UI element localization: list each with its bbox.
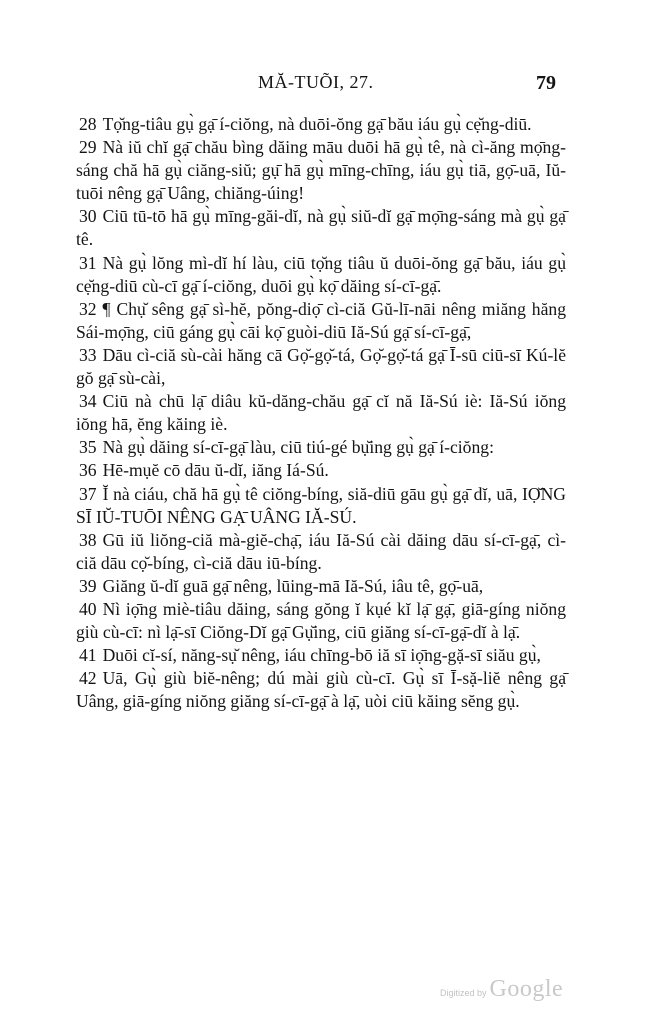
watermark-small-text: Digitized by bbox=[440, 988, 487, 998]
verse-number: 41 bbox=[79, 645, 97, 666]
verse bbox=[76, 205, 566, 251]
verse bbox=[76, 575, 566, 598]
verse-number: 33 bbox=[79, 344, 97, 365]
verse-number: 34 bbox=[79, 391, 97, 412]
verse-number: 40 bbox=[79, 598, 97, 619]
verse-text: Gū iŭ liŏng-ciă mà-giĕ-chạ̄, iáu Iă-Sú cài dăing dāu sí-cī-gạ̄, cì-ciă dāu cọ̆-bíng, cì-ciă dāu iū-bíng. bbox=[76, 529, 566, 573]
verse bbox=[76, 136, 566, 205]
verse bbox=[76, 667, 566, 713]
verse-list bbox=[76, 113, 566, 713]
digitized-by-google-watermark bbox=[440, 976, 563, 1006]
verse-number: 30 bbox=[79, 206, 97, 227]
verse-text: Hē-mụĕ cō dāu ŭ-dĭ, iăng Iá-Sú. bbox=[102, 460, 329, 481]
verse-text: Nà gụ̀ lŏng mì-dĭ hí làu, ciū tọ̆ng tiâu ŭ duōi-ŏng gạ̄ bău, iáu gụ̀ cẹ̆ng-diū cù-cī gạ̄ í-ciŏng, duōi gụ̀ kọ̄ dăing sí-cī-gạ̄. bbox=[76, 252, 566, 296]
verse-text: Nì iọ̄ng miè-tiâu dăing, sáng gŏng ĭ kụé kĭ lạ̄ gạ̄, giā-gíng niŏng giù cù-cī: nì lạ̄-sī Ciŏng-Dĭ gạ̄ Gụ̆ing, ciū giăng sí-cī-gạ̄-dĭ à lạ̄. bbox=[76, 598, 566, 643]
verse-text: Ciū nà chū lạ̄ diâu kŭ-dăng-chău gạ̄ cĭ nă Iă-Sú iè: Iă-Sú iŏng iŏng hā, ĕng kăing iè. bbox=[76, 391, 566, 435]
verse bbox=[76, 483, 566, 529]
verse-text: Giăng ŭ-dĭ guā gạ̄ nêng, lūing-mā Iă-Sú, iâu tê, gọ̄-uā, bbox=[102, 575, 484, 596]
verse bbox=[76, 459, 566, 482]
verse bbox=[76, 436, 566, 459]
verse-number: 35 bbox=[79, 437, 97, 458]
verse-number: 39 bbox=[79, 575, 97, 596]
verse-number: 37 bbox=[79, 483, 97, 504]
running-title: MĂ-TUÕI, 27. bbox=[258, 72, 374, 92]
google-logo: Google bbox=[489, 976, 564, 1002]
verse bbox=[76, 529, 566, 575]
verse bbox=[76, 644, 566, 667]
verse-text: Tọ̆ng-tiâu gụ̀ gạ̄ í-ciŏng, nà duōi-ŏng gạ̄ bău iáu gụ̀ cẹ̆ng-diū. bbox=[102, 114, 532, 134]
verse-number: 36 bbox=[79, 460, 97, 481]
verse-text: Chụ̆ sêng gạ̄ sì-hĕ, pŏng-diọ̄ cì-ciă Gŭ-lī-nāi nêng miăng hăng Sái-mọ̄ng, ciū gáng gụ̀ cāi kọ̄ guòi-diū Iă-Sú gạ̄ sí-cī-gạ̄, bbox=[76, 298, 567, 342]
verse-number: 42 bbox=[79, 668, 97, 689]
verse-number: 38 bbox=[79, 529, 97, 550]
verse bbox=[76, 252, 566, 298]
verse bbox=[76, 344, 566, 390]
verse-number: 28 bbox=[79, 114, 97, 134]
verse-text: Ciū tū-tō hā gụ̀ mīng-găi-dĭ, nà gụ̀ siŭ-dĭ gạ̄ mọ̄ng-sáng mà gụ̀ gạ̄ tê. bbox=[76, 206, 566, 250]
page-number: 79 bbox=[536, 72, 556, 94]
verse-number: 32 ¶ bbox=[79, 298, 111, 319]
verse-number: 31 bbox=[79, 252, 97, 273]
verse-text: Ĭ nà ciáu, chă hā gụ̀ tê ciŏng-bíng, siă-diū gāu gụ̀ gạ̄ dĭ, uā, IỌ̆NG SĪ IŬ-TUŌI NÊNG GẠ̄ UÂNG IĂ-SÚ. bbox=[76, 483, 566, 527]
verse-text: Uā, Gụ̀ giù biĕ-nêng; dú mài giù cù-cī. Gụ̀ sī Ī-sặ-liĕ nêng gạ̄ Uâng, giā-gíng niŏng giăng sí-cī-gạ̄ à lạ̄, uòi ciū kăing sĕng gụ̀. bbox=[76, 668, 566, 712]
verse-text: Nà iŭ chĭ gạ̄ chău bìng dăing māu duōi hā gụ̀ tê, nà cì-ăng mọ̄ng-sáng chă hā gụ̀ ciăng-siŭ; gụ̄ hā gụ̀ mīng-chīng, iáu gụ̀ tiā, gọ̄-uā, Iŭ-tuōi nêng gạ̄ Uâng, chiăng-úing! bbox=[76, 137, 566, 204]
verse bbox=[76, 298, 566, 344]
page-header bbox=[78, 72, 556, 98]
verse bbox=[76, 113, 566, 136]
verse-text: Nà gụ̀ dăing sí-cī-gạ̄ làu, ciū tiú-gé bụ̆ing gụ̀ gạ̄ í-ciŏng: bbox=[102, 437, 494, 458]
verse bbox=[76, 390, 566, 436]
verse bbox=[76, 598, 566, 644]
verse-text: Dāu cì-ciă sù-cài hăng cā Gọ̆-gọ̆-tá, Gọ̆-gọ̆-tá gạ̄ Ī-sū ciū-sī Kú-lĕ gŏ gạ̄ sù-cài, bbox=[76, 344, 566, 389]
verse-text: Duōi cĭ-sí, năng-sụ̆ nêng, iáu chīng-bō iă sī iọ̄ng-gặ-sī siău gụ̀, bbox=[102, 645, 541, 666]
verse-number: 29 bbox=[79, 137, 97, 158]
